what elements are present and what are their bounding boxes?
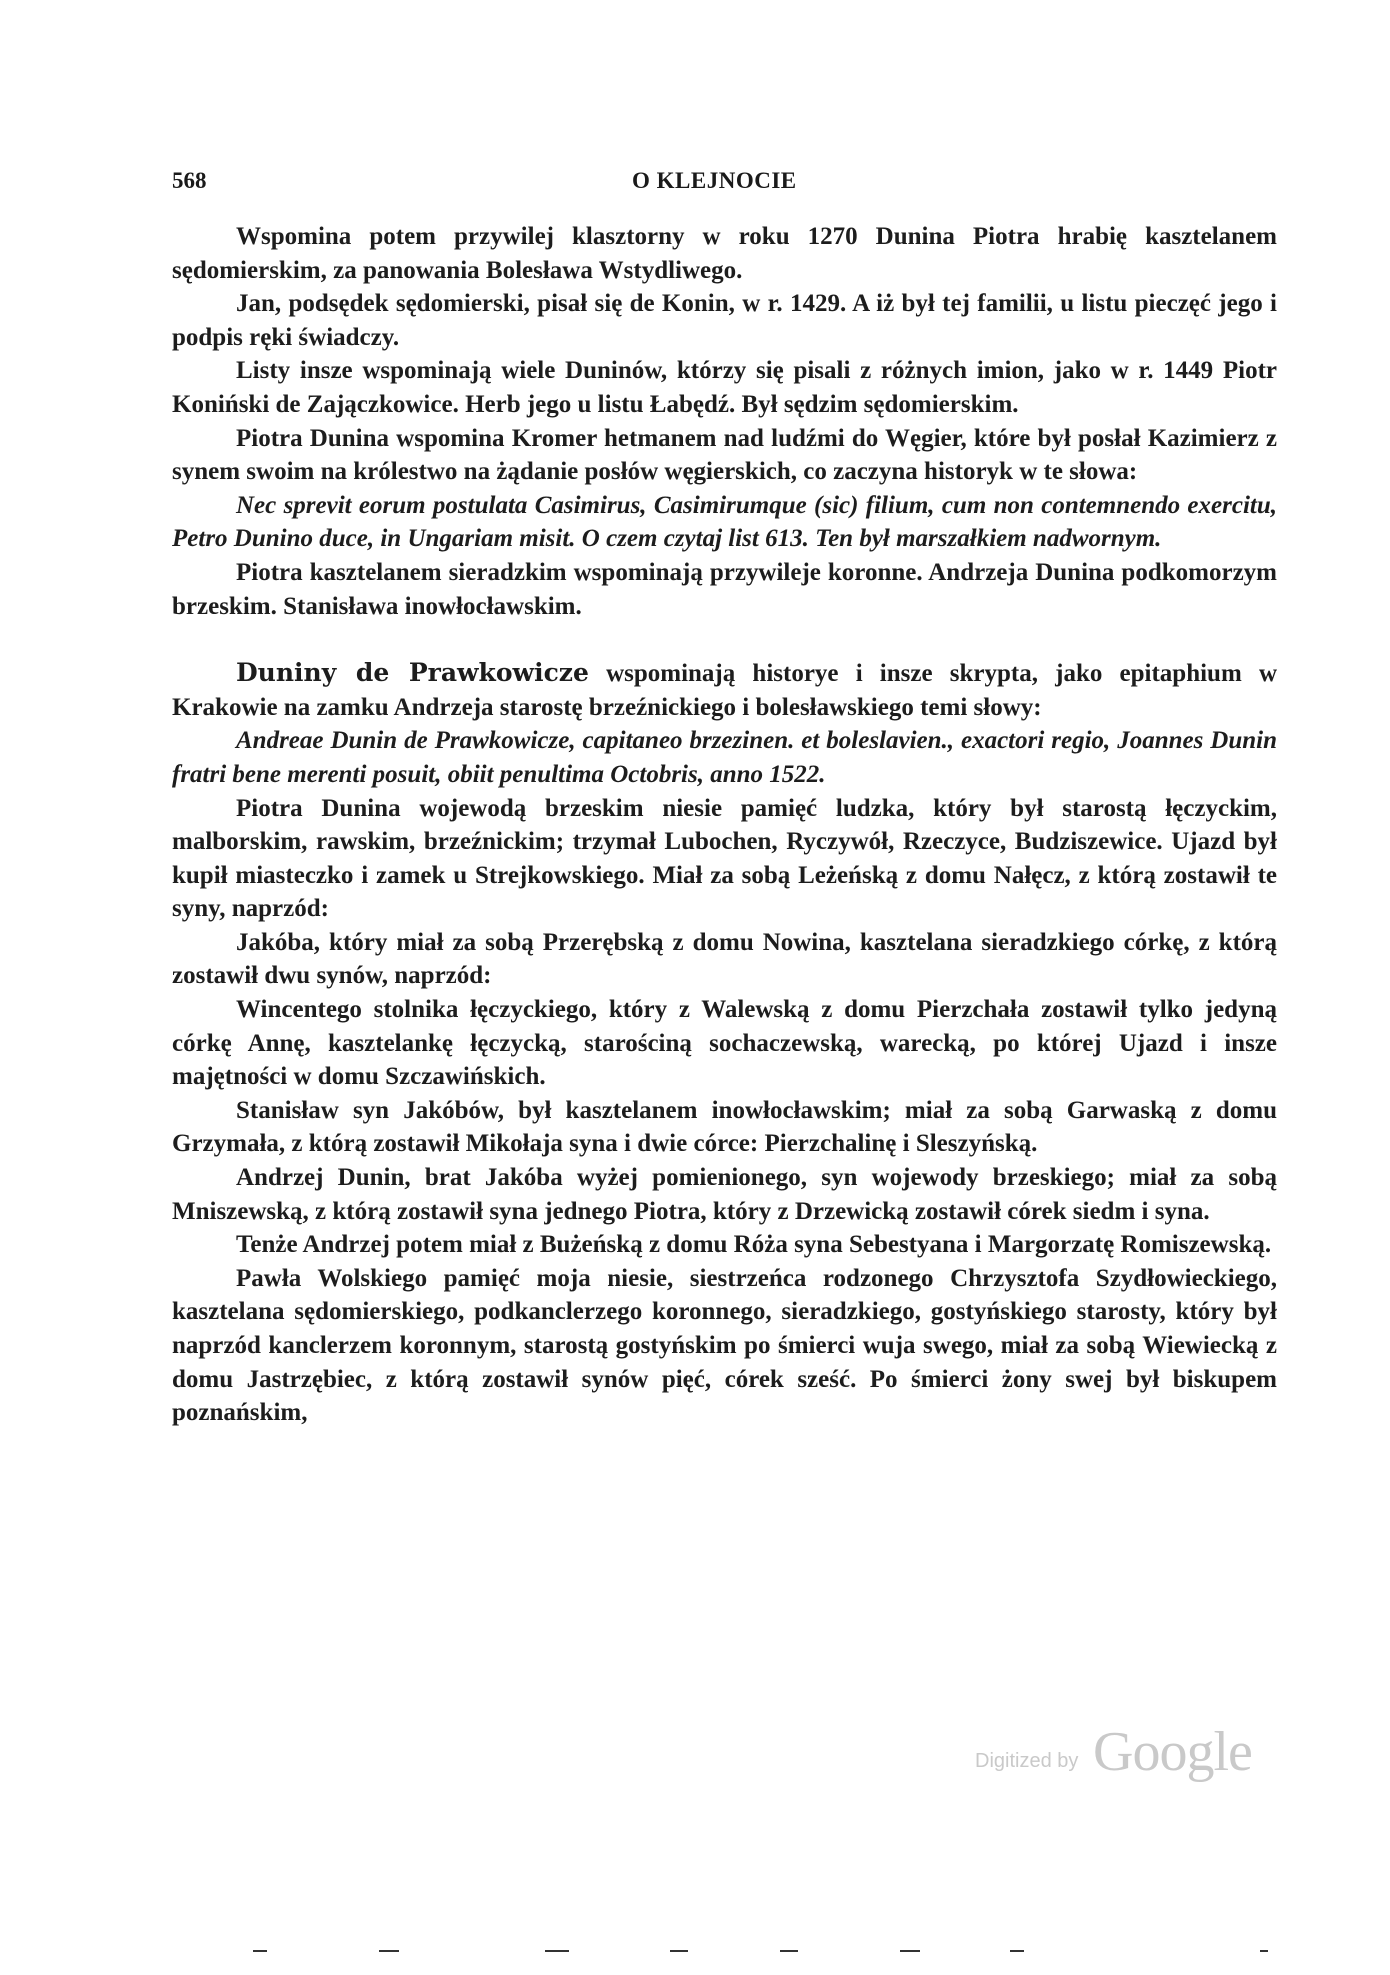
epitaph-quote: Andreae Dunin de Prawkowicze, capitaneo brzezinen. et boleslavien., exactori regio, Joannes Dunin fratri bene merenti posuit, obiit penultima Octobris, anno 1522. — [172, 727, 1277, 788]
page-number: 568 — [172, 168, 207, 193]
scan-artifact — [900, 1950, 920, 1952]
paragraph: Piotra kasztelanem sieradzkim wspominają przywileje koronne. Andrzeja Dunina podkomorzym brzeskim. Stanisława inowłocławskim. — [172, 558, 1277, 620]
section-paragraph — [172, 656, 1277, 724]
paragraph: Piotra Dunina wojewodą brzeskim niesie pamięć ludzka, który był starostą łęczyckim, malborskim, rawskim, brzeźnickim; trzymał Lubochen, Ryczywół, Rzeczyce, Budziszewice. Ujazd był kupił miasteczko i zamek u Strejkowskiego. Miał za sobą Leżeńską z domu Nałęcz, z którą zostawił te syny, naprzód: — [172, 794, 1277, 923]
paragraph: Jan, podsędek sędomierski, pisał się de Konin, w r. 1429. A iż był tej familii, u listu pieczęć jego i podpis ręki świadczy. — [172, 290, 1277, 351]
paragraph: Tenże Andrzej potem miał z Bużeńską z domu Róża syna Sebestyana i Margorzatę Romiszewską. — [236, 1231, 1272, 1259]
page-header — [172, 168, 1277, 208]
scan-artifact — [1260, 1950, 1268, 1952]
paragraph: Listy insze wspominają wiele Duninów, którzy się pisali z różnych imion, jako w r. 1449 Piotr Koniński de Zajączkowice. Herb jego u listu Łabędź. Był sędzim sędomierskim. — [172, 357, 1277, 418]
paragraph: Wincentego stolnika łęczyckiego, który z Walewską z domu Pierzchała zostawił tylko jedyną córkę Annę, kasztelankę łęczycką, starościną sochaczewską, warecką, po której Ujazd i insze majętności w domu Szczawińskich. — [172, 996, 1277, 1091]
paragraph-text: wspominają historye i insze skrypta, jako epitaphium w Krakowie na zamku Andrzeja starostę brzeźnickiego i bolesławskiego temi słowy: — [172, 660, 1278, 721]
watermark-logo-text: Google — [1093, 1721, 1252, 1783]
paragraph: Pawła Wolskiego pamięć moja niesie, siestrzeńca rodzonego Chrzysztofa Szydłowieckiego, kasztelana sędomierskiego, podkanclerzego koronnego, sieradzkiego, gostyńskiego starosty, który był naprzód kanclerzem koronnym, starostą gostyńskim po śmierci wuja swego, miał za sobą Wiewiecką z domu Jastrzębiec, z którą zostawił synów pięć, córek sześć. Po śmierci żony swej był biskupem poznańskim, — [172, 1264, 1277, 1427]
scan-artifact — [379, 1950, 399, 1952]
paragraph: Jakóba, który miał za sobą Przerębską z domu Nowina, kasztelana sieradzkiego córkę, z którą zostawił dwu synów, naprzód: — [172, 928, 1277, 990]
scan-artifact — [670, 1950, 688, 1952]
paragraph: Stanisław syn Jakóbów, był kasztelanem inowłocławskim; miał za sobą Garwaską z domu Grzymała, z którą zostawił Mikołaja syna i dwie córce: Pierzchalinę i Sleszyńską. — [172, 1096, 1277, 1158]
scan-artifact — [545, 1950, 569, 1952]
paragraph: Wspomina potem przywilej klasztorny w roku 1270 Dunina Piotra hrabię kasztelanem sędomierskim, za panowania Bolesława Wstydliwego. — [172, 223, 1277, 284]
paragraph: Piotra Dunina wspomina Kromer hetmanem nad ludźmi do Węgier, które był posłał Kazimierz z synem swoim na królestwo na żądanie posłów węgierskich, co zaczyna historyk w te słowa: — [172, 424, 1277, 486]
scan-artifact — [253, 1950, 267, 1952]
scan-artifact — [1010, 1950, 1024, 1952]
watermark-small-text: Digitized by — [975, 1750, 1079, 1772]
paragraph: Andrzej Dunin, brat Jakóba wyżej pomienionego, syn wojewody brzeskiego; miał za sobą Mniszewską, z którą zostawił syna jednego Piotra, który z Drzewicką zostawił córek siedm i syna. — [172, 1164, 1277, 1225]
body-text — [172, 220, 1277, 1430]
latin-quote: Nec sprevit eorum postulata Casimirus, Casimirumque (sic) filium, cum non contemnendo exercitu, Petro Dunino duce, in Ungariam misit. O czem czytaj list 613. Ten był marszałkiem nadwornym. — [172, 491, 1277, 553]
section-heading: Duniny de Prawkowicze — [236, 658, 589, 688]
scan-artifact — [780, 1950, 798, 1952]
running-title: O KLEJNOCIE — [632, 168, 797, 193]
